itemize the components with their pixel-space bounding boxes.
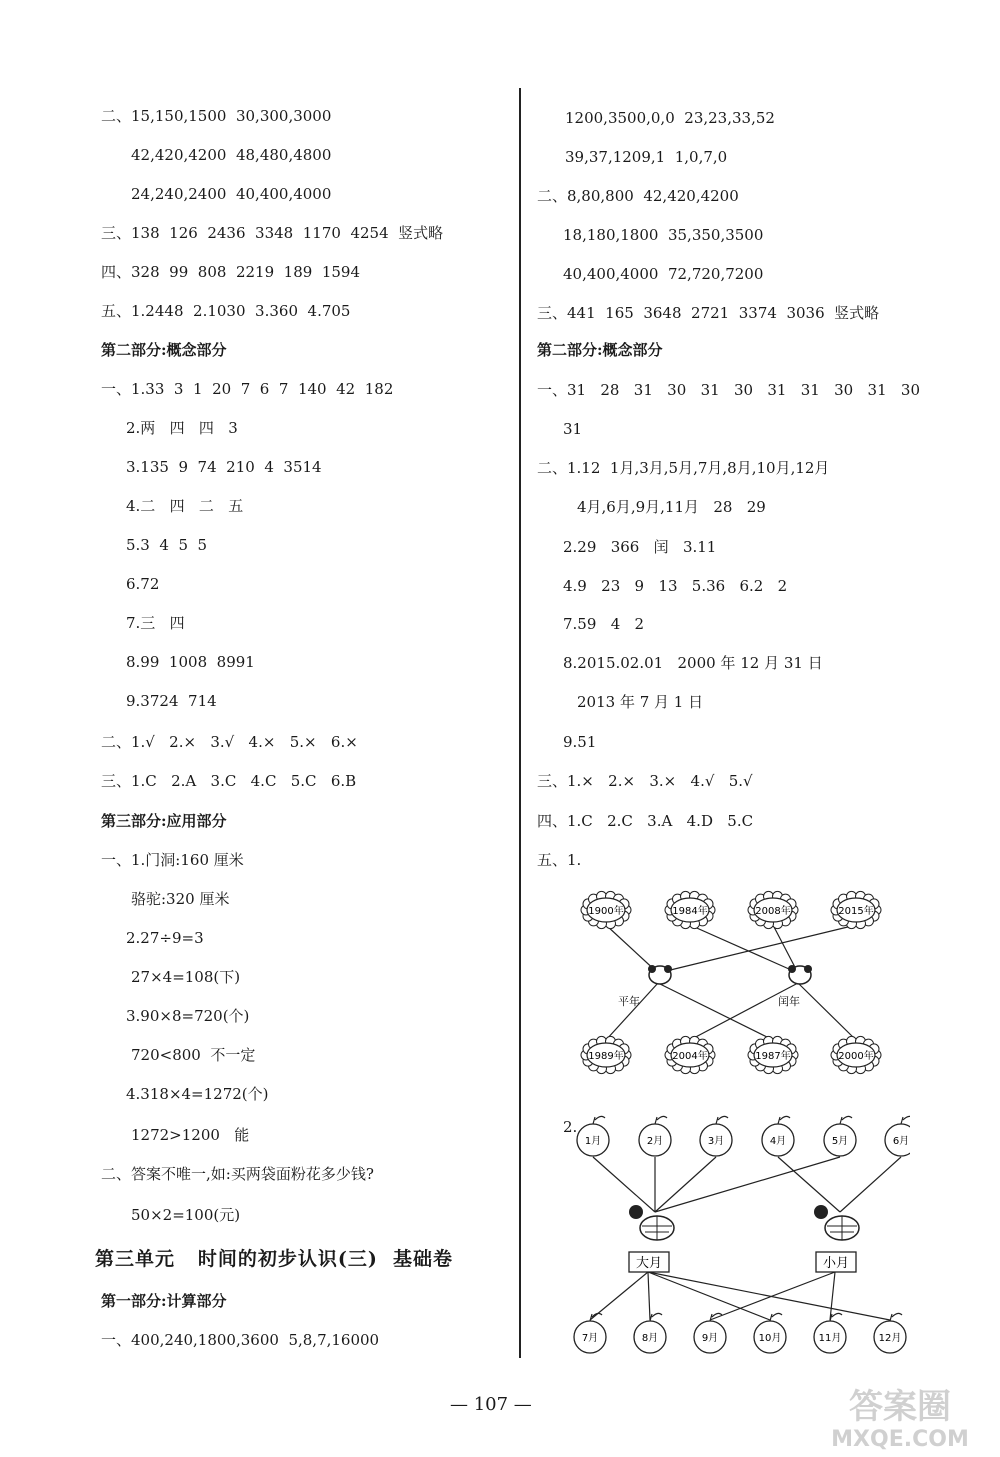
apple-icon: [574, 1313, 606, 1353]
answer-line: 27×4=108(下): [131, 968, 241, 986]
apple-icon: [762, 1116, 794, 1156]
answer-line: 8.99 1008 8991: [126, 653, 255, 671]
apple-month-label: 8月: [641, 1333, 659, 1344]
answer-line: 二、1.√ 2.× 3.√ 4.× 5.× 6.×: [101, 733, 358, 751]
answer-line: 1272>1200 能: [131, 1126, 250, 1144]
answer-line: 一、1.33 3 1 20 7 6 7 140 42 182: [101, 380, 394, 398]
flower-icon: [748, 891, 798, 928]
flower-icon: [581, 891, 631, 928]
apple-month-label: 3月: [707, 1136, 725, 1147]
flower-icon: [748, 1036, 798, 1073]
apple-icon: [885, 1116, 910, 1156]
answer-line: 三、138 126 2436 3348 1170 4254 竖式略: [101, 224, 444, 242]
answer-line: 1200,3500,0,0 23,23,33,52: [565, 109, 775, 127]
apple-month-label: 6月: [892, 1136, 910, 1147]
apple-icon: [824, 1116, 856, 1156]
answer-line: 三、1.× 2.× 3.× 4.√ 5.√: [537, 772, 753, 790]
flower-icon: [665, 891, 715, 928]
answer-line: 24,240,2400 40,400,4000: [131, 185, 332, 203]
question-number: 2.: [563, 1118, 578, 1136]
flower-year-label: 1900年: [588, 906, 624, 917]
watermark: [800, 1378, 995, 1453]
answer-line: 4.318×4=1272(个): [126, 1085, 269, 1103]
cartoon-character-icon: [788, 965, 812, 984]
flower-year-label: 1987年: [755, 1051, 791, 1062]
answer-line: 五、1.: [537, 851, 582, 869]
answer-line: 50×2=100(元): [131, 1206, 241, 1224]
apple-month-label: 11月: [818, 1333, 842, 1344]
apple-icon: [814, 1313, 846, 1353]
answer-line: 二、1.12 1月,3月,5月,7月,8月,10月,12月: [537, 459, 830, 477]
answer-line: 四、328 99 808 2219 189 1594: [101, 263, 361, 281]
section-heading: 第三部分:应用部分: [101, 812, 227, 830]
section-heading: 第一部分:计算部分: [101, 1292, 227, 1310]
flower-icon: [581, 1036, 631, 1073]
apple-month-label: 1月: [584, 1136, 602, 1147]
apple-icon: [694, 1313, 726, 1353]
column-divider: [519, 88, 521, 1358]
answer-line: 三、441 165 3648 2721 3374 3036 竖式略: [537, 304, 880, 322]
basket-icon: [814, 1205, 859, 1240]
apple-month-label: 4月: [769, 1136, 787, 1147]
flower-year-label: 1984年: [672, 906, 708, 917]
answer-line: 二、15,150,1500 30,300,3000: [101, 107, 332, 125]
answer-line: 31: [563, 420, 583, 438]
flower-icon: [665, 1036, 715, 1073]
answer-line: 4月,6月,9月,11月 28 29: [577, 498, 766, 516]
answer-line: 一、400,240,1800,3600 5,8,7,16000: [101, 1331, 380, 1349]
answer-line: 7.59 4 2: [563, 615, 645, 633]
flower-icon: [831, 1036, 881, 1073]
month-classification-diagram: [560, 1112, 910, 1362]
leap-year-diagram: [560, 875, 910, 1090]
answer-line: 5.3 4 5 5: [126, 536, 208, 554]
answer-line: 9.51: [563, 733, 597, 751]
answer-line: 18,180,1800 35,350,3500: [563, 226, 764, 244]
flower-year-label: 2000年: [838, 1051, 874, 1062]
apple-month-label: 2月: [646, 1136, 664, 1147]
answer-line: 五、1.2448 2.1030 3.360 4.705: [101, 302, 351, 320]
unit-title: 第三单元 时间的初步认识(三) 基础卷: [95, 1248, 454, 1270]
answer-line: 39,37,1209,1 1,0,7,0: [565, 148, 728, 166]
label-small-month: 小月: [822, 1256, 850, 1271]
apple-month-label: 9月: [701, 1333, 719, 1344]
apple-icon: [700, 1116, 732, 1156]
answer-line: 2.27÷9=3: [126, 929, 204, 947]
answer-line: 3.90×8=720(个): [126, 1007, 250, 1025]
basket-icon: [629, 1205, 674, 1240]
apple-month-label: 7月: [581, 1333, 599, 1344]
answer-line: 2.两 四 四 3: [126, 419, 238, 437]
answer-line: 720<800 不一定: [131, 1046, 256, 1064]
answer-line: 一、31 28 31 30 31 30 31 31 30 31 30: [537, 381, 920, 399]
answer-line: 四、1.C 2.C 3.A 4.D 5.C: [537, 812, 754, 830]
answer-line: 3.135 9 74 210 4 3514: [126, 458, 322, 476]
answer-line: 42,420,4200 48,480,4800: [131, 146, 332, 164]
label-big-month: 大月: [635, 1256, 663, 1271]
label-leap-year: 闰年: [778, 995, 800, 1008]
answer-line: 2.29 366 闰 3.11: [563, 538, 717, 556]
apple-icon: [874, 1313, 906, 1353]
apple-icon: [754, 1313, 786, 1353]
apple-icon: [577, 1116, 609, 1156]
cartoon-character-icon: [648, 965, 672, 984]
answer-line: 8.2015.02.01 2000 年 12 月 31 日: [563, 654, 823, 672]
answer-line: 一、1.门洞:160 厘米: [101, 851, 244, 869]
flower-icon: [831, 891, 881, 928]
flower-year-label: 2008年: [755, 906, 791, 917]
watermark-text: 答案圈: [849, 1387, 951, 1427]
section-heading: 第二部分:概念部分: [537, 341, 663, 359]
watermark-url: MXQE.COM: [831, 1427, 969, 1452]
flower-year-label: 1989年: [588, 1051, 624, 1062]
flower-year-label: 2015年: [838, 906, 874, 917]
answer-line: 9.3724 714: [126, 692, 217, 710]
apple-month-label: 5月: [831, 1136, 849, 1147]
page-number: — 107 —: [450, 1394, 532, 1415]
flower-year-label: 2004年: [672, 1051, 708, 1062]
answer-line: 骆驼:320 厘米: [131, 890, 230, 908]
apple-icon: [634, 1313, 666, 1353]
apple-month-label: 10月: [758, 1333, 782, 1344]
answer-line: 4.二 四 二 五: [126, 497, 244, 515]
answer-line: 三、1.C 2.A 3.C 4.C 5.C 6.B: [101, 772, 357, 790]
answer-line: 二、答案不唯一,如:买两袋面粉花多少钱?: [101, 1165, 374, 1183]
answer-line: 二、8,80,800 42,420,4200: [537, 187, 739, 205]
apple-month-label: 12月: [878, 1333, 902, 1344]
answer-line: 7.三 四: [126, 614, 185, 632]
answer-line: 4.9 23 9 13 5.36 6.2 2: [563, 577, 788, 595]
answer-line: 6.72: [126, 575, 160, 593]
answer-line: 40,400,4000 72,720,7200: [563, 265, 764, 283]
section-heading: 第二部分:概念部分: [101, 341, 227, 359]
answer-line: 2013 年 7 月 1 日: [577, 693, 704, 711]
label-common-year: 平年: [618, 995, 640, 1008]
apple-icon: [639, 1116, 671, 1156]
